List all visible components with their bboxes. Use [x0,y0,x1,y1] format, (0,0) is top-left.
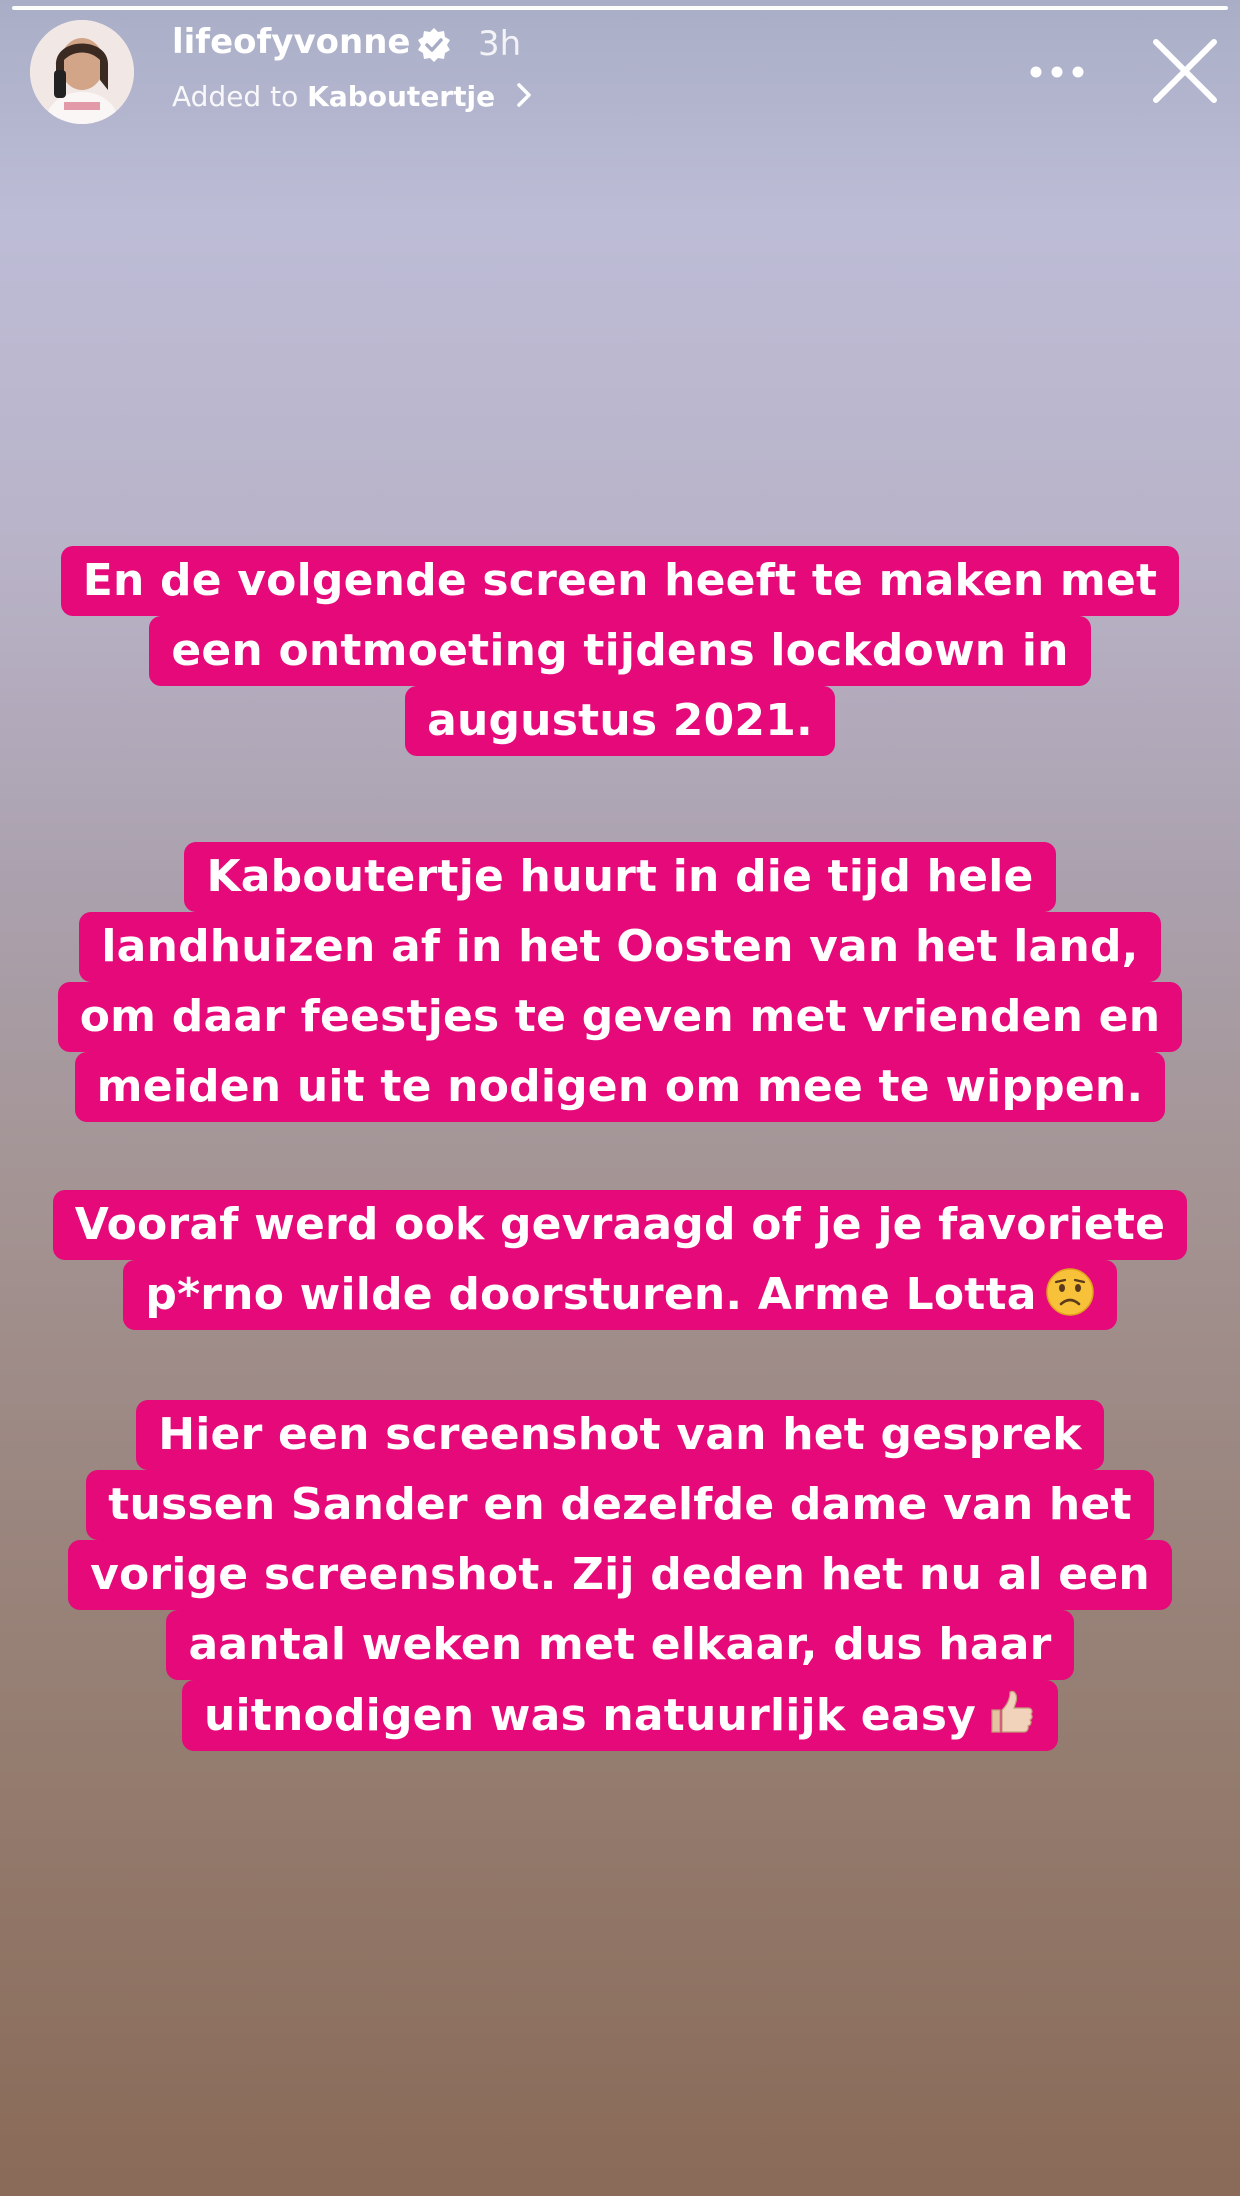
story-header [0,0,1240,130]
caption-line: Hier een screenshot van het gesprek [0,1400,1240,1470]
caption-block-3 [0,1190,1240,1330]
caption-line: tussen Sander en dezelfde dame van het [0,1470,1240,1540]
avatar[interactable] [30,20,134,124]
added-prefix: Added to [172,80,299,113]
caption-line: Kaboutertje huurt in die tijd hele [0,842,1240,912]
worried-face-emoji [1045,1267,1095,1317]
collection-name: Kaboutertje [307,80,496,113]
caption-block-2 [0,842,1240,1122]
caption-line: En de volgende screen heeft te maken met [0,546,1240,616]
caption-line: p*rno wilde doorsturen. Arme Lotta [0,1260,1240,1330]
caption-line: Vooraf werd ook gevraagd of je je favoriete [0,1190,1240,1260]
caption-line: uitnodigen was natuurlijk easy [0,1680,1240,1751]
caption-line: aantal weken met elkaar, dus haar [0,1610,1240,1680]
close-icon[interactable] [1150,36,1220,106]
chevron-right-icon [516,82,532,108]
caption-block-4 [0,1400,1240,1751]
caption-line: vorige screenshot. Zij deden het nu al een [0,1540,1240,1610]
added-to-collection[interactable] [172,80,532,113]
caption-line: augustus 2021. [0,686,1240,756]
username[interactable]: lifeofyvonne [172,22,411,62]
caption-line: landhuizen af in het Oosten van het land, [0,912,1240,982]
caption-line: een ontmoeting tijdens lockdown in [0,616,1240,686]
thumbs-up-emoji [984,1686,1036,1738]
post-time: 3h [478,24,522,64]
avatar-image [30,20,134,124]
caption-block-1 [0,546,1240,756]
caption-line: meiden uit te nodigen om mee te wippen. [0,1052,1240,1122]
caption-line: om daar feestjes te geven met vrienden en [0,982,1240,1052]
more-options-icon[interactable] [1028,52,1086,92]
verified-badge-icon [416,27,452,63]
